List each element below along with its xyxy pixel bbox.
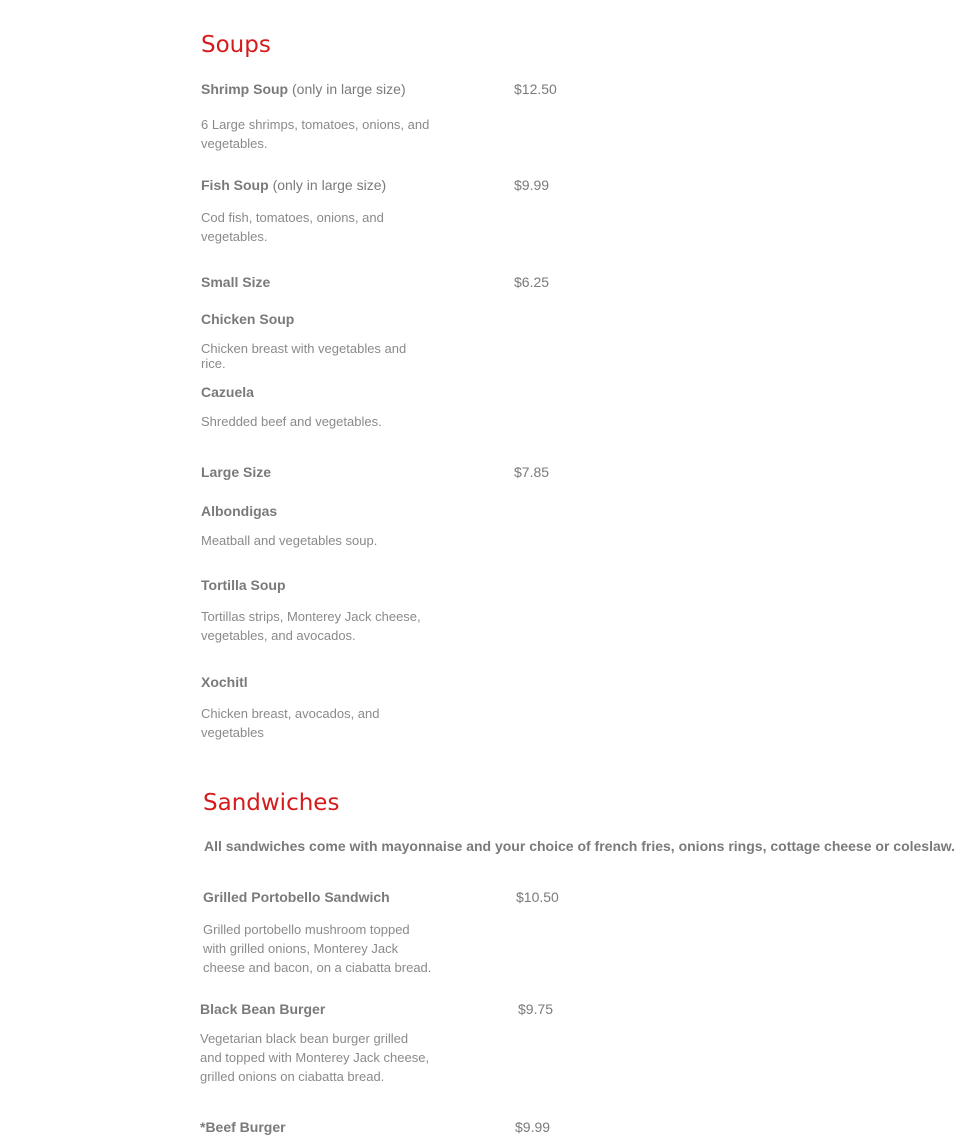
xochitl-description: Chicken breast, avocados, and vegetables [201,706,380,740]
portobello-sandwich-name: Grilled Portobello Sandwich [203,889,390,905]
cazuela-description: Shredded beef and vegetables. [201,414,382,429]
chicken-soup-name: Chicken Soup [201,311,295,327]
fish-soup-price: $9.99 [514,177,550,193]
black-bean-burger-price: $9.75 [518,1001,554,1017]
fish-soup-name [201,177,386,193]
beef-burger-name: *Beef Burger [200,1119,286,1135]
fish-soup-note: (only in large size) [272,177,387,193]
xochitl-name: Xochitl [201,674,248,690]
albondigas-description: Meatball and vegetables soup. [201,533,378,548]
tortilla-soup-name: Tortilla Soup [201,577,286,593]
cazuela-name: Cazuela [201,384,254,400]
albondigas-name: Albondigas [201,503,278,519]
fish-soup-description: Cod fish, tomatoes, onions, and vegetables. [201,210,384,244]
black-bean-burger-name: Black Bean Burger [200,1001,326,1017]
shrimp-soup-description: 6 Large shrimps, tomatoes, onions, and vegetables. [201,117,430,151]
portobello-sandwich-price: $10.50 [516,889,559,905]
chicken-soup-description: Chicken breast with vegetables and rice. [201,341,407,371]
small-size-label: Small Size [201,274,271,290]
shrimp-soup-price: $12.50 [514,81,557,97]
shrimp-soup-title: Shrimp Soup [201,81,289,97]
tortilla-soup-description: Tortillas strips, Monterey Jack cheese, vegetables, and avocados. [201,609,421,643]
sandwiches-intro: All sandwiches come with mayonnaise and your choice of french fries, onions rings, cottage cheese or coleslaw. [204,838,956,854]
large-size-price: $7.85 [514,464,550,480]
soups-heading: Soups [201,32,271,58]
black-bean-burger-description: Vegetarian black bean burger grilled and topped with Monterey Jack cheese, grilled onions on ciabatta bread. [200,1031,430,1084]
small-size-price: $6.25 [514,274,550,290]
fish-soup-title: Fish Soup [201,177,269,193]
shrimp-soup-name [201,81,406,97]
portobello-sandwich-description: Grilled portobello mushroom topped with grilled onions, Monterey Jack cheese and bacon, on a ciabatta bread. [203,922,432,975]
shrimp-soup-note: (only in large size) [292,81,406,97]
sandwiches-heading: Sandwiches [203,790,340,816]
beef-burger-price: $9.99 [515,1119,551,1135]
large-size-label: Large Size [201,464,272,480]
